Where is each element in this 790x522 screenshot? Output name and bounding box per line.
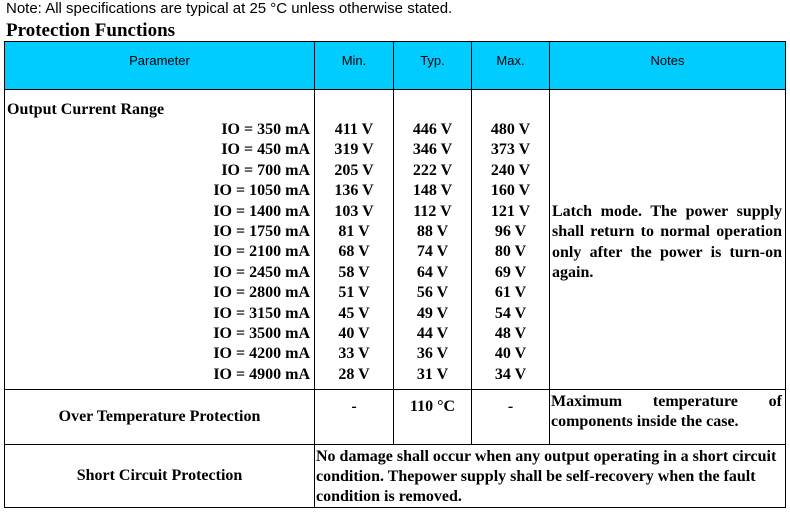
short-circuit-label: Short Circuit Protection xyxy=(5,445,315,508)
typ-value: 56 V xyxy=(416,284,449,302)
io-value: IO = 1750 mA xyxy=(213,222,310,240)
max-value: 48 V xyxy=(494,324,527,342)
min-value: 40 V xyxy=(338,324,370,342)
short-circuit-row xyxy=(5,445,786,508)
min-value: 68 V xyxy=(338,243,370,261)
over-temperature-max: - xyxy=(472,390,550,445)
io-value: IO = 700 mA xyxy=(221,161,310,179)
header-parameter: Parameter xyxy=(5,42,315,90)
max-value: 373 V xyxy=(490,141,531,159)
over-temperature-typ: 110 °C xyxy=(394,390,472,445)
typ-value: 446 V xyxy=(412,121,453,138)
io-list xyxy=(5,120,314,385)
typ-value: 222 V xyxy=(412,161,453,179)
io-value: IO = 2450 mA xyxy=(213,263,310,281)
typ-column-cell xyxy=(394,90,472,390)
min-value: 58 V xyxy=(338,263,370,281)
max-value: 96 V xyxy=(494,222,527,240)
latch-mode-note: Latch mode. The power supply shall return to normal operation only after the power is turn-on again. xyxy=(552,203,782,282)
io-value: IO = 2100 mA xyxy=(213,243,310,261)
spec-note: Note: All specifications are typical at 25 °C unless otherwise stated. xyxy=(6,0,453,17)
max-column-cell xyxy=(472,90,550,390)
protection-functions-table xyxy=(4,41,786,508)
min-value: 28 V xyxy=(338,365,370,383)
section-title: Protection Functions xyxy=(6,20,176,41)
typ-value: 112 V xyxy=(413,202,452,220)
output-current-title: Output Current Range xyxy=(7,101,165,118)
io-value: IO = 2800 mA xyxy=(213,284,310,302)
over-temperature-row xyxy=(5,390,786,445)
io-value: IO = 1400 mA xyxy=(213,202,310,220)
typ-value: 74 V xyxy=(416,243,449,261)
max-value: 240 V xyxy=(490,161,531,179)
header-typ: Typ. xyxy=(394,42,472,90)
min-value: 205 V xyxy=(334,161,374,179)
max-value: 80 V xyxy=(494,243,527,261)
max-value: 160 V xyxy=(490,182,531,200)
typ-value: 346 V xyxy=(412,141,453,159)
io-value: IO = 4200 mA xyxy=(213,345,310,363)
output-current-parameter-cell xyxy=(5,90,315,390)
max-value: 34 V xyxy=(494,365,527,383)
typ-value: 49 V xyxy=(416,304,449,322)
typ-value: 64 V xyxy=(416,263,449,281)
typ-list xyxy=(394,120,471,385)
max-value: 69 V xyxy=(494,263,527,281)
min-value: 411 V xyxy=(334,121,374,138)
io-value: IO = 350 mA xyxy=(221,121,310,138)
max-value: 40 V xyxy=(494,345,527,363)
typ-value: 36 V xyxy=(416,345,449,363)
max-list xyxy=(472,120,549,385)
header-min: Min. xyxy=(315,42,394,90)
min-value: 45 V xyxy=(338,304,370,322)
io-value: IO = 450 mA xyxy=(221,141,310,159)
short-circuit-note: No damage shall occur when any output operating in a short circuit condition. Thepower supply shall be self-recovery when the fault condition is removed. xyxy=(315,445,786,508)
output-current-row xyxy=(5,90,786,390)
over-temperature-note: Maximum temperature of components inside the case. xyxy=(550,390,786,445)
min-value: 33 V xyxy=(338,345,370,363)
io-value: IO = 3150 mA xyxy=(213,304,310,322)
typ-value: 31 V xyxy=(416,365,449,383)
over-temperature-min: - xyxy=(315,390,394,445)
output-current-notes-cell xyxy=(550,90,786,390)
max-value: 480 V xyxy=(490,121,531,138)
min-value: 319 V xyxy=(334,141,374,159)
typ-value: 148 V xyxy=(412,182,453,200)
io-value: IO = 1050 mA xyxy=(213,182,310,200)
min-value: 136 V xyxy=(334,182,374,200)
min-value: 81 V xyxy=(338,222,370,240)
min-column-cell xyxy=(315,90,394,390)
header-max: Max. xyxy=(472,42,550,90)
min-value: 51 V xyxy=(338,284,370,302)
io-value: IO = 3500 mA xyxy=(213,324,310,342)
io-value: IO = 4900 mA xyxy=(213,365,310,383)
header-notes: Notes xyxy=(550,42,786,90)
typ-value: 88 V xyxy=(416,222,449,240)
table-header-row xyxy=(5,42,786,90)
max-value: 54 V xyxy=(494,304,527,322)
min-value: 103 V xyxy=(334,202,374,220)
typ-value: 44 V xyxy=(416,324,449,342)
over-temperature-label: Over Temperature Protection xyxy=(5,390,315,445)
max-value: 61 V xyxy=(494,284,527,302)
min-list xyxy=(315,120,393,385)
max-value: 121 V xyxy=(490,202,531,220)
